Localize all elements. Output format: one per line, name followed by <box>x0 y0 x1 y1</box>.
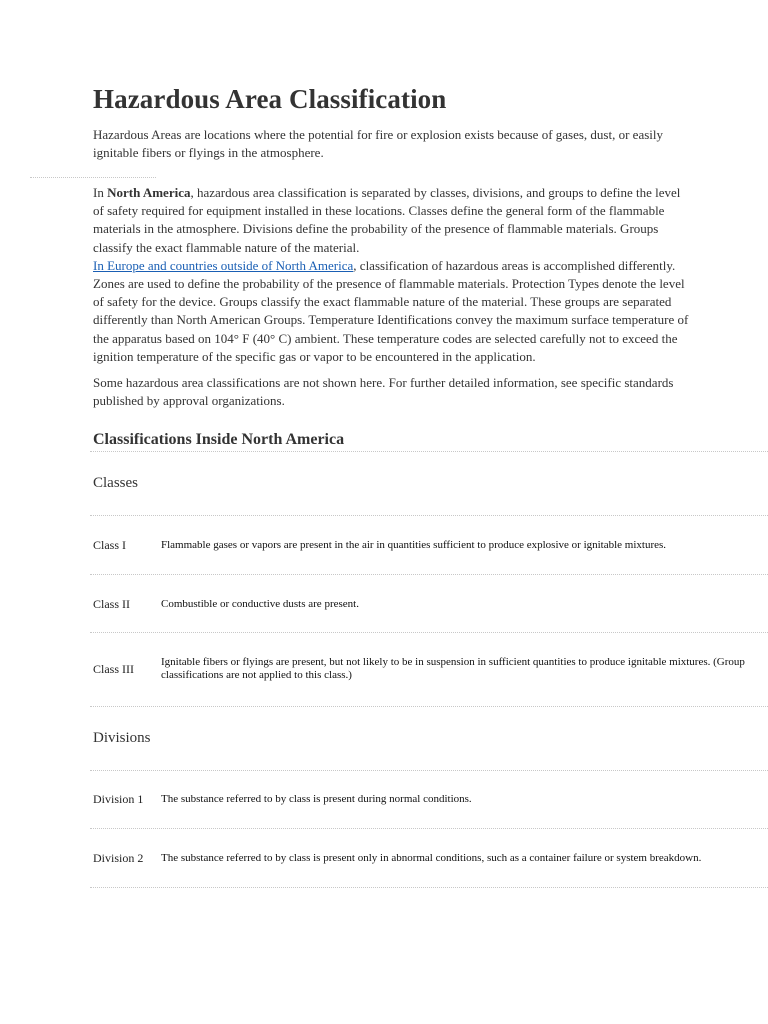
body-text <box>93 184 693 410</box>
page-title: Hazardous Area Classification <box>93 84 447 114</box>
division-description: The substance referred to by class is present during normal conditions. <box>161 793 472 805</box>
class-description: Ignitable fibers or flyings are present, but not likely to be in suspension in sufficient quantities to produce ignitable mixtures. (Group classifications are not applied to this class.) <box>161 656 745 681</box>
division-label: Division 1 <box>93 792 144 806</box>
class-label: Class I <box>93 538 126 552</box>
table-divider <box>90 706 768 707</box>
table-divider <box>90 887 768 888</box>
classes-heading: Classes <box>93 475 138 491</box>
divisions-heading: Divisions <box>93 730 151 746</box>
p2-rest: , classification of hazardous areas is accomplished differently. Zones are used to define the probability of the presence of flammable materials. Protection Types denote the level of safety for the device. Groups classify the exact flammable nature of the material. These groups are separated differently than North American Groups. Temperature Identifications convey the maximum surface temperature of the apparatus based on 104° F (40° C) ambient. These temperature codes are selected carefully not to exceed the ignition temperature of the specific gas or vapor to be encountered in the application. <box>93 257 689 364</box>
europe-paragraph <box>93 257 693 366</box>
table-divider <box>90 632 768 633</box>
class-label: Class II <box>93 597 130 611</box>
north-america-bold: North America <box>107 185 191 200</box>
table-divider <box>90 770 768 771</box>
intro-separator <box>30 177 156 178</box>
table-divider <box>90 828 768 829</box>
table-divider <box>90 515 768 516</box>
class-description: Flammable gases or vapors are present in the air in quantities sufficient to produce explosive or ignitable mixtures. <box>161 539 667 551</box>
north-america-paragraph <box>93 184 693 257</box>
division-label: Division 2 <box>93 851 144 865</box>
division-description: The substance referred to by class is present only in abnormal conditions, such as a container failure or system breakdown. <box>161 852 702 864</box>
class-label: Class III <box>93 662 134 676</box>
class-description: Combustible or conductive dusts are present. <box>161 598 359 610</box>
intro-paragraph: Hazardous Areas are locations where the potential for fire or explosion exists because of gases, dust, or easily ignitable fibers or flyings in the atmosphere. <box>93 127 664 160</box>
section-divider <box>90 451 768 452</box>
standards-paragraph: Some hazardous area classifications are not shown here. For further detailed information, see specific standards published by approval organizations. <box>93 375 674 409</box>
europe-link[interactable]: In Europe and countries outside of North America <box>93 257 354 273</box>
p1-prefix: In <box>93 185 108 200</box>
p1-rest: , hazardous area classification is separated by classes, divisions, and groups to define the level of safety required for equipment installed in these locations. Classes define the general form of the flammable materials in the atmosphere. Divisions define the probability of the presence of flammable materials. Groups classify the exact flammable nature of the material. <box>93 185 681 255</box>
table-divider <box>90 574 768 575</box>
section-heading: Classifications Inside North America <box>93 431 345 448</box>
